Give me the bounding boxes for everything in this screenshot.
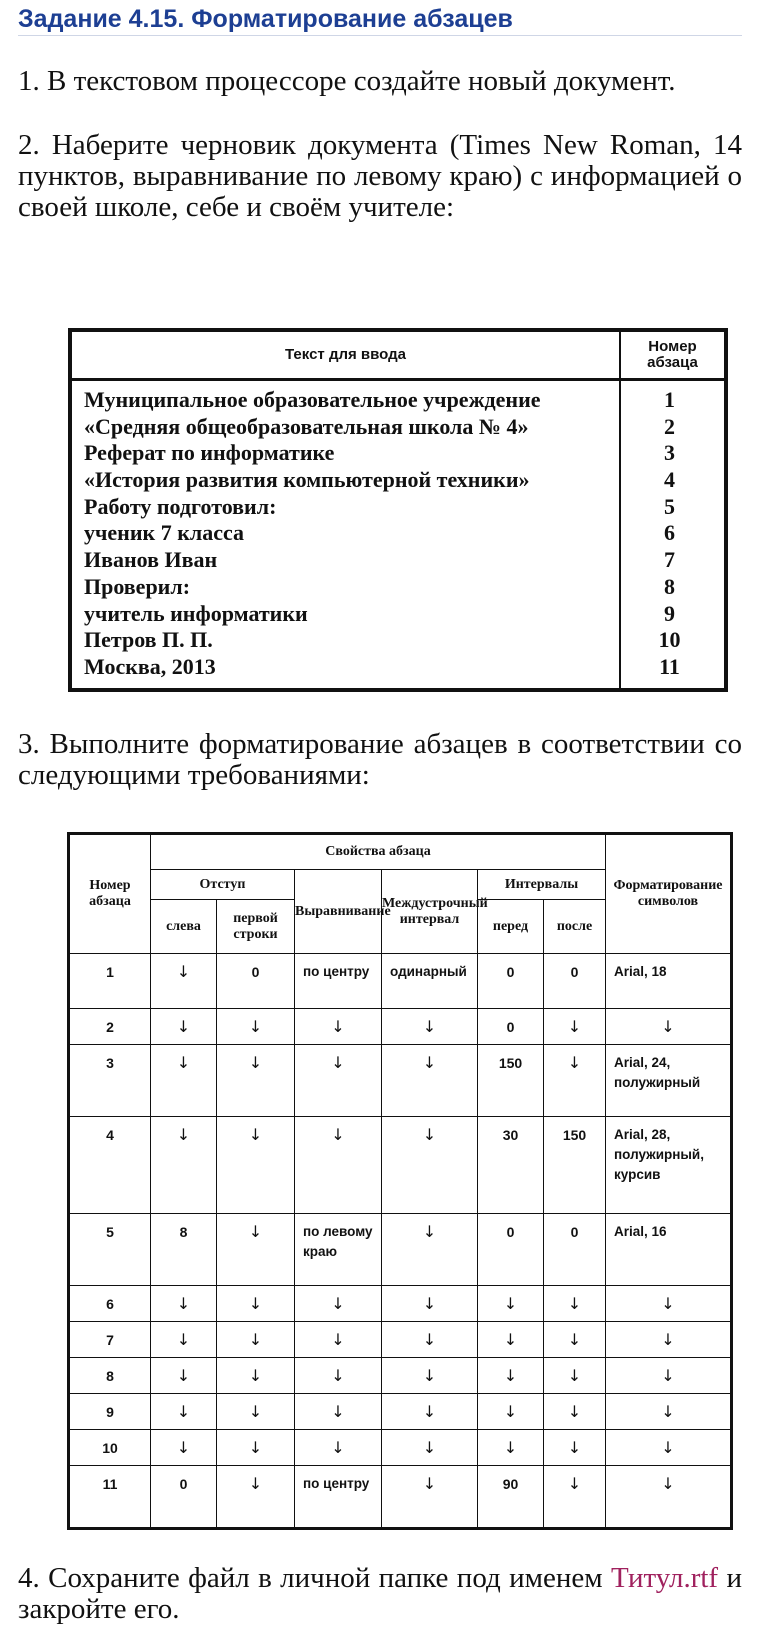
indent-left-cell: ↓ — [151, 1321, 217, 1357]
indent-left-cell: ↓ — [151, 1393, 217, 1429]
char-formatting-cell: ↓ — [606, 1465, 732, 1528]
input-text-line: Петров П. П. — [84, 627, 213, 653]
input-text-column — [72, 380, 620, 689]
interval-before-cell: ↓ — [478, 1285, 544, 1321]
page-title: Задание 4.15. Форматирование абзацев — [18, 0, 742, 36]
interval-after-cell: ↓ — [544, 1321, 606, 1357]
char-formatting-cell: ↓ — [606, 1429, 732, 1465]
line-spacing-cell: одинарный — [382, 954, 478, 1009]
header-interval-before: перед — [478, 900, 544, 954]
alignment-cell: ↓ — [295, 1357, 382, 1393]
alignment-cell: ↓ — [295, 1116, 382, 1213]
header-interval-after: после — [544, 900, 606, 954]
interval-after-cell: ↓ — [544, 1044, 606, 1116]
step-2-text: 2. Наберите черновик документа (Times New Roman, 14 пунктов, выравнивание по левому краю) с информацией о своей школе, себе и своём учителе: — [18, 129, 742, 223]
input-text-line: Иванов Иван — [84, 547, 218, 573]
indent-left-cell: 8 — [151, 1214, 217, 1286]
row-number-cell: 7 — [69, 1321, 151, 1357]
char-formatting-cell: ↓ — [606, 1393, 732, 1429]
input-text-line: Реферат по информатике — [84, 440, 335, 466]
table-row — [69, 1357, 732, 1393]
formatting-table — [67, 832, 733, 1530]
interval-before-cell: 150 — [478, 1044, 544, 1116]
line-spacing-cell: ↓ — [382, 1393, 478, 1429]
table-row — [69, 1465, 732, 1528]
line-spacing-cell: ↓ — [382, 1357, 478, 1393]
char-formatting-cell: Arial, 16 — [606, 1214, 732, 1286]
line-spacing-cell: ↓ — [382, 1008, 478, 1044]
header-indent-first-line: первой строки — [217, 900, 295, 954]
interval-before-cell: ↓ — [478, 1429, 544, 1465]
interval-after-cell: 150 — [544, 1116, 606, 1213]
interval-before-cell: 0 — [478, 954, 544, 1009]
indent-left-cell: ↓ — [151, 1285, 217, 1321]
interval-before-cell: ↓ — [478, 1321, 544, 1357]
line-spacing-cell: ↓ — [382, 1429, 478, 1465]
header-paragraph-number: Номер абзаца — [69, 834, 151, 954]
indent-first-line-cell: ↓ — [217, 1044, 295, 1116]
step-3-text: 3. Выполните форматирование абзацев в соответствии со следующими требованиями: — [18, 728, 742, 791]
interval-after-cell: ↓ — [544, 1008, 606, 1044]
char-formatting-cell: ↓ — [606, 1357, 732, 1393]
row-number-cell: 1 — [69, 954, 151, 1009]
input-text-line: «История развития компьютерной техники» — [84, 467, 530, 493]
indent-first-line-cell: ↓ — [217, 1465, 295, 1528]
row-number-cell: 5 — [69, 1214, 151, 1286]
interval-after-cell: 0 — [544, 1214, 606, 1286]
interval-before-cell: ↓ — [478, 1357, 544, 1393]
header-line-spacing: Междустрочный интервал — [382, 870, 478, 954]
table-row — [69, 1008, 732, 1044]
table-row — [69, 1285, 732, 1321]
table-row — [69, 1429, 732, 1465]
paragraph-number: 2 — [664, 413, 675, 439]
indent-left-cell: ↓ — [151, 954, 217, 1009]
interval-before-cell: 0 — [478, 1214, 544, 1286]
char-formatting-cell: ↓ — [606, 1008, 732, 1044]
paragraph-number: 5 — [664, 493, 675, 519]
header-intervals: Интервалы — [478, 870, 606, 900]
paragraph-number: 7 — [664, 547, 675, 573]
table-row — [69, 954, 732, 1009]
paragraph-number: 4 — [664, 467, 675, 493]
paragraph-number: 3 — [664, 440, 675, 466]
indent-first-line-cell: ↓ — [217, 1321, 295, 1357]
interval-after-cell: ↓ — [544, 1393, 606, 1429]
interval-before-cell: 90 — [478, 1465, 544, 1528]
alignment-cell: по центру — [295, 954, 382, 1009]
paragraph-number: 9 — [664, 600, 675, 626]
input-text-line: Муниципальное образовательное учреждение — [84, 387, 541, 412]
interval-after-cell: 0 — [544, 954, 606, 1009]
paragraph-number: 10 — [658, 627, 681, 653]
alignment-cell: ↓ — [295, 1044, 382, 1116]
input-text-table — [68, 328, 728, 692]
row-number-cell: 2 — [69, 1008, 151, 1044]
interval-after-cell: ↓ — [544, 1285, 606, 1321]
header-paragraph-properties: Свойства абзаца — [151, 834, 606, 870]
header-char-formatting: Форматирование символов — [606, 834, 732, 954]
interval-after-cell: ↓ — [544, 1357, 606, 1393]
table-row — [69, 1214, 732, 1286]
indent-left-cell: ↓ — [151, 1044, 217, 1116]
header-alignment: Выравнивание — [295, 870, 382, 954]
line-spacing-cell: ↓ — [382, 1116, 478, 1213]
line-spacing-cell: ↓ — [382, 1285, 478, 1321]
indent-left-cell: ↓ — [151, 1357, 217, 1393]
alignment-cell: по левому краю — [295, 1214, 382, 1286]
input-text-line: учитель информатики — [84, 600, 308, 626]
row-number-cell: 11 — [69, 1465, 151, 1528]
table-row — [69, 1116, 732, 1213]
interval-before-cell: ↓ — [478, 1393, 544, 1429]
indent-first-line-cell: ↓ — [217, 1008, 295, 1044]
interval-before-cell: 30 — [478, 1116, 544, 1213]
indent-first-line-cell: ↓ — [217, 1393, 295, 1429]
interval-before-cell: 0 — [478, 1008, 544, 1044]
alignment-cell: по центру — [295, 1465, 382, 1528]
paragraph-number: 11 — [659, 653, 680, 679]
indent-first-line-cell: ↓ — [217, 1285, 295, 1321]
indent-first-line-cell: ↓ — [217, 1116, 295, 1213]
alignment-cell: ↓ — [295, 1429, 382, 1465]
header-indent: Отступ — [151, 870, 295, 900]
indent-left-cell: ↓ — [151, 1429, 217, 1465]
alignment-cell: ↓ — [295, 1321, 382, 1357]
step-4-text — [18, 1563, 742, 1625]
step-4-before: 4. Сохраните файл в личной папке под именем — [18, 1562, 611, 1594]
input-text-line: Москва, 2013 — [84, 653, 216, 679]
input-text-line: Проверил: — [84, 573, 191, 599]
row-number-cell: 3 — [69, 1044, 151, 1116]
row-number-cell: 6 — [69, 1285, 151, 1321]
row-number-cell: 4 — [69, 1116, 151, 1213]
row-number-cell: 10 — [69, 1429, 151, 1465]
indent-left-cell: 0 — [151, 1465, 217, 1528]
alignment-cell: ↓ — [295, 1285, 382, 1321]
alignment-cell: ↓ — [295, 1008, 382, 1044]
input-text-line: ученик 7 класса — [84, 520, 245, 546]
step-1-text: 1. В текстовом процессоре создайте новый документ. — [18, 65, 676, 97]
indent-first-line-cell: ↓ — [217, 1429, 295, 1465]
header-indent-left: слева — [151, 900, 217, 954]
interval-after-cell: ↓ — [544, 1429, 606, 1465]
alignment-cell: ↓ — [295, 1393, 382, 1429]
indent-left-cell: ↓ — [151, 1116, 217, 1213]
indent-first-line-cell: 0 — [217, 954, 295, 1009]
char-formatting-cell: ↓ — [606, 1285, 732, 1321]
header-input-text: Текст для ввода — [72, 332, 620, 380]
input-text-line: Работу подготовил: — [84, 493, 277, 519]
char-formatting-cell: Arial, 28, полужирный, курсив — [606, 1116, 732, 1213]
interval-after-cell: ↓ — [544, 1465, 606, 1528]
paragraph-number: 6 — [664, 520, 675, 546]
paragraph-number: 8 — [664, 573, 675, 599]
line-spacing-cell: ↓ — [382, 1214, 478, 1286]
char-formatting-cell: Arial, 18 — [606, 954, 732, 1009]
table-row — [69, 1393, 732, 1429]
paragraph-number: 1 — [664, 387, 675, 412]
input-text-line: «Средняя общеобразовательная школа № 4» — [84, 413, 529, 439]
row-number-cell: 9 — [69, 1393, 151, 1429]
row-number-cell: 8 — [69, 1357, 151, 1393]
char-formatting-cell: Arial, 24, полужирный — [606, 1044, 732, 1116]
char-formatting-cell: ↓ — [606, 1321, 732, 1357]
paragraph-number-column — [620, 380, 724, 689]
indent-first-line-cell: ↓ — [217, 1357, 295, 1393]
line-spacing-cell: ↓ — [382, 1044, 478, 1116]
filename-link[interactable]: Титул.rtf — [610, 1562, 719, 1594]
header-paragraph-number: Номер абзаца — [620, 332, 724, 380]
indent-left-cell: ↓ — [151, 1008, 217, 1044]
line-spacing-cell: ↓ — [382, 1465, 478, 1528]
table-row — [69, 1321, 732, 1357]
table-row — [69, 1044, 732, 1116]
line-spacing-cell: ↓ — [382, 1321, 478, 1357]
step-4-after: и закройте его. — [18, 1562, 742, 1625]
indent-first-line-cell: ↓ — [217, 1214, 295, 1286]
